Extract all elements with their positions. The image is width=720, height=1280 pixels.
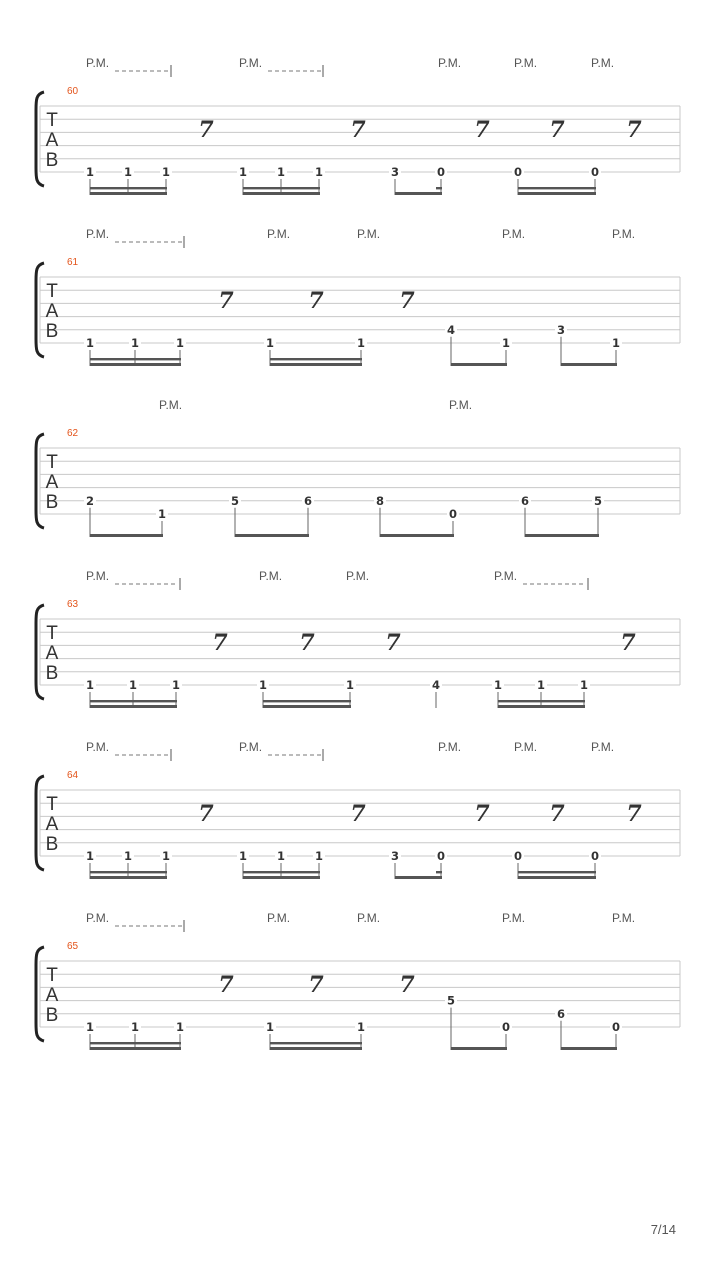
beam-partial bbox=[436, 187, 442, 189]
sixteenth-rest-icon: 7 bbox=[549, 117, 565, 143]
sixteenth-rest-icon: 7 bbox=[308, 288, 324, 314]
palm-mute-label: P.M. bbox=[591, 56, 615, 70]
sixteenth-rest-icon: 7 bbox=[198, 801, 214, 827]
fret-number: 1 bbox=[85, 1020, 95, 1034]
tab-letter-a: A bbox=[45, 130, 59, 151]
beam-primary bbox=[90, 363, 181, 366]
fret-number: 1 bbox=[123, 849, 133, 863]
fret-number: 3 bbox=[390, 165, 400, 179]
beam-primary bbox=[235, 534, 309, 537]
beam-secondary bbox=[243, 187, 320, 189]
palm-mute-label: P.M. bbox=[239, 740, 263, 754]
fret-number: 0 bbox=[590, 849, 600, 863]
tab-letter-b: B bbox=[45, 321, 59, 342]
palm-mute-label: P.M. bbox=[357, 227, 381, 241]
fret-number: 4 bbox=[431, 678, 441, 692]
tab-letter-b: B bbox=[45, 834, 59, 855]
fret-number: 0 bbox=[513, 165, 523, 179]
fret-number: 1 bbox=[345, 678, 355, 692]
tab-letter-a: A bbox=[45, 301, 59, 322]
page-number: 7/14 bbox=[650, 1222, 676, 1237]
tab-letter-a: A bbox=[45, 472, 59, 493]
fret-number: 1 bbox=[493, 678, 503, 692]
sixteenth-rest-icon: 7 bbox=[350, 117, 366, 143]
fret-number: 1 bbox=[276, 165, 286, 179]
fret-number: 1 bbox=[85, 336, 95, 350]
tab-letter-t: T bbox=[46, 623, 58, 644]
fret-number: 0 bbox=[436, 849, 446, 863]
fret-number: 1 bbox=[265, 336, 275, 350]
palm-mute-label: P.M. bbox=[612, 911, 636, 925]
fret-number: 1 bbox=[175, 1020, 185, 1034]
palm-mute-label: P.M. bbox=[502, 911, 526, 925]
sixteenth-rest-icon: 7 bbox=[474, 117, 490, 143]
fret-number: 1 bbox=[536, 678, 546, 692]
tab-letter-t: T bbox=[46, 452, 58, 473]
sixteenth-rest-icon: 7 bbox=[399, 288, 415, 314]
palm-mute-label: P.M. bbox=[259, 569, 283, 583]
beam-secondary bbox=[90, 187, 167, 189]
fret-number: 1 bbox=[238, 849, 248, 863]
fret-number: 0 bbox=[590, 165, 600, 179]
sixteenth-rest-icon: 7 bbox=[218, 288, 234, 314]
beam-partial bbox=[436, 871, 442, 873]
palm-mute-label: P.M. bbox=[438, 56, 462, 70]
beam-primary bbox=[561, 363, 617, 366]
fret-number: 1 bbox=[85, 165, 95, 179]
fret-number: 1 bbox=[238, 165, 248, 179]
beam-primary bbox=[243, 876, 320, 879]
sixteenth-rest-icon: 7 bbox=[350, 801, 366, 827]
beam-secondary bbox=[518, 871, 596, 873]
beam-primary bbox=[498, 705, 585, 708]
beam-primary bbox=[451, 1047, 507, 1050]
fret-number: 1 bbox=[258, 678, 268, 692]
beam-primary bbox=[263, 705, 351, 708]
measure-number: 63 bbox=[67, 599, 79, 610]
fret-number: 0 bbox=[611, 1020, 621, 1034]
sixteenth-rest-icon: 7 bbox=[218, 972, 234, 998]
measure-number: 61 bbox=[67, 257, 79, 268]
beam-secondary bbox=[270, 1042, 362, 1044]
palm-mute-label: P.M. bbox=[591, 740, 615, 754]
palm-mute-label: P.M. bbox=[494, 569, 518, 583]
beam-primary bbox=[243, 192, 320, 195]
fret-number: 1 bbox=[314, 849, 324, 863]
sixteenth-rest-icon: 7 bbox=[299, 630, 315, 656]
fret-number: 1 bbox=[171, 678, 181, 692]
beam-secondary bbox=[498, 700, 585, 702]
tab-letter-a: A bbox=[45, 643, 59, 664]
sixteenth-rest-icon: 7 bbox=[385, 630, 401, 656]
fret-number: 6 bbox=[303, 493, 313, 508]
fret-number: 1 bbox=[276, 849, 286, 863]
beam-primary bbox=[518, 192, 596, 195]
tab-letter-b: B bbox=[45, 150, 59, 171]
beam-secondary bbox=[90, 871, 167, 873]
palm-mute-label: P.M. bbox=[346, 569, 370, 583]
fret-number: 1 bbox=[265, 1020, 275, 1034]
fret-number: 1 bbox=[611, 336, 621, 350]
fret-number: 5 bbox=[446, 993, 456, 1008]
fret-number: 1 bbox=[579, 678, 589, 692]
tab-letter-a: A bbox=[45, 985, 59, 1006]
fret-number: 0 bbox=[513, 849, 523, 863]
fret-number: 3 bbox=[390, 849, 400, 863]
sixteenth-rest-icon: 7 bbox=[399, 972, 415, 998]
fret-number: 1 bbox=[161, 165, 171, 179]
fret-number: 0 bbox=[448, 507, 458, 521]
beam-primary bbox=[90, 876, 167, 879]
sixteenth-rest-icon: 7 bbox=[212, 630, 228, 656]
fret-number: 5 bbox=[593, 493, 603, 508]
tab-letter-t: T bbox=[46, 965, 58, 986]
fret-number: 1 bbox=[314, 165, 324, 179]
palm-mute-label: P.M. bbox=[267, 227, 291, 241]
beam-primary bbox=[380, 534, 454, 537]
palm-mute-label: P.M. bbox=[86, 740, 110, 754]
sixteenth-rest-icon: 7 bbox=[198, 117, 214, 143]
beam-secondary bbox=[263, 700, 351, 702]
measure-number: 65 bbox=[67, 941, 79, 952]
sixteenth-rest-icon: 7 bbox=[474, 801, 490, 827]
fret-number: 1 bbox=[501, 336, 511, 350]
tab-letter-a: A bbox=[45, 814, 59, 835]
tab-letter-b: B bbox=[45, 1005, 59, 1026]
tab-letter-t: T bbox=[46, 794, 58, 815]
beam-primary bbox=[90, 534, 163, 537]
tab-letter-t: T bbox=[46, 110, 58, 131]
palm-mute-label: P.M. bbox=[612, 227, 636, 241]
fret-number: 1 bbox=[356, 1020, 366, 1034]
fret-number: 1 bbox=[85, 678, 95, 692]
sixteenth-rest-icon: 7 bbox=[626, 801, 642, 827]
sixteenth-rest-icon: 7 bbox=[620, 630, 636, 656]
beam-secondary bbox=[90, 358, 181, 360]
fret-number: 1 bbox=[123, 165, 133, 179]
fret-number: 3 bbox=[556, 322, 566, 337]
fret-number: 0 bbox=[436, 165, 446, 179]
palm-mute-label: P.M. bbox=[514, 56, 538, 70]
beam-secondary bbox=[243, 871, 320, 873]
tab-letter-b: B bbox=[45, 663, 59, 684]
fret-number: 1 bbox=[161, 849, 171, 863]
palm-mute-label: P.M. bbox=[357, 911, 381, 925]
sixteenth-rest-icon: 7 bbox=[308, 972, 324, 998]
beam-primary bbox=[518, 876, 596, 879]
fret-number: 1 bbox=[85, 849, 95, 863]
measure-number: 60 bbox=[67, 86, 79, 97]
fret-number: 6 bbox=[556, 1006, 566, 1021]
beam-primary bbox=[395, 876, 442, 879]
palm-mute-label: P.M. bbox=[86, 56, 110, 70]
beam-primary bbox=[270, 1047, 362, 1050]
tab-letter-b: B bbox=[45, 492, 59, 513]
beam-secondary bbox=[270, 358, 362, 360]
palm-mute-label: P.M. bbox=[449, 398, 473, 412]
measure-number: 64 bbox=[67, 770, 79, 781]
fret-number: 8 bbox=[375, 493, 385, 508]
palm-mute-label: P.M. bbox=[86, 227, 110, 241]
beam-primary bbox=[270, 363, 362, 366]
palm-mute-label: P.M. bbox=[514, 740, 538, 754]
fret-number: 2 bbox=[85, 493, 95, 508]
beam-primary bbox=[90, 1047, 181, 1050]
tab-letter-t: T bbox=[46, 281, 58, 302]
sixteenth-rest-icon: 7 bbox=[626, 117, 642, 143]
fret-number: 1 bbox=[130, 336, 140, 350]
beam-primary bbox=[561, 1047, 617, 1050]
beam-primary bbox=[90, 192, 167, 195]
measure-number: 62 bbox=[67, 428, 79, 439]
palm-mute-label: P.M. bbox=[86, 569, 110, 583]
palm-mute-label: P.M. bbox=[86, 911, 110, 925]
fret-number: 1 bbox=[128, 678, 138, 692]
beam-secondary bbox=[518, 187, 596, 189]
fret-number: 1 bbox=[157, 507, 167, 521]
sixteenth-rest-icon: 7 bbox=[549, 801, 565, 827]
palm-mute-label: P.M. bbox=[502, 227, 526, 241]
fret-number: 5 bbox=[230, 493, 240, 508]
beam-primary bbox=[525, 534, 599, 537]
fret-number: 4 bbox=[446, 322, 456, 337]
fret-number: 1 bbox=[356, 336, 366, 350]
fret-number: 0 bbox=[501, 1020, 511, 1034]
palm-mute-label: P.M. bbox=[159, 398, 183, 412]
palm-mute-label: P.M. bbox=[267, 911, 291, 925]
beam-secondary bbox=[90, 700, 177, 702]
fret-number: 1 bbox=[175, 336, 185, 350]
beam-primary bbox=[90, 705, 177, 708]
palm-mute-label: P.M. bbox=[438, 740, 462, 754]
palm-mute-label: P.M. bbox=[239, 56, 263, 70]
beam-secondary bbox=[90, 1042, 181, 1044]
fret-number: 1 bbox=[130, 1020, 140, 1034]
fret-number: 6 bbox=[520, 493, 530, 508]
beam-primary bbox=[451, 363, 507, 366]
beam-primary bbox=[395, 192, 442, 195]
